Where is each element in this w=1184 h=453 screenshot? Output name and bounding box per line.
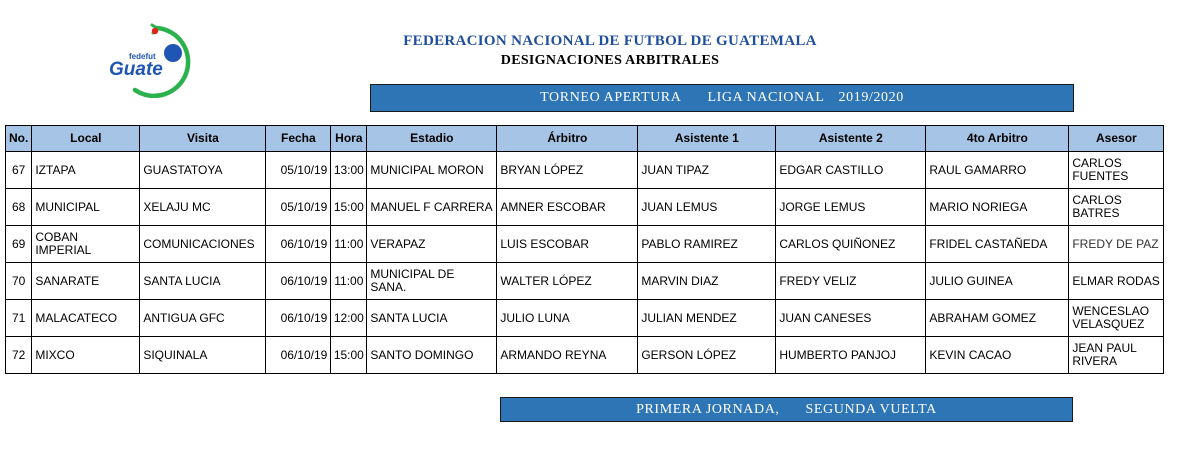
cell-estadio: SANTA LUCIA xyxy=(367,300,497,337)
col-header-no: No. xyxy=(6,126,32,152)
table-row xyxy=(6,152,1164,189)
cell-local: MIXCO xyxy=(32,337,140,374)
col-header-estadio: Estadio xyxy=(367,126,497,152)
cell-asesor: CARLOS BATRES xyxy=(1069,189,1164,226)
cell-asistente1: GERSON LÓPEZ xyxy=(638,337,776,374)
col-header-hora: Hora xyxy=(331,126,367,152)
designations-table xyxy=(5,125,1164,374)
table-row xyxy=(6,226,1164,263)
col-header-asistente1: Asistente 1 xyxy=(638,126,776,152)
cell-fecha: 06/10/19 xyxy=(266,300,331,337)
table-row xyxy=(6,189,1164,226)
cell-asistente1: PABLO RAMIREZ xyxy=(638,226,776,263)
cell-cuarto: MARIO NORIEGA xyxy=(926,189,1069,226)
cell-cuarto: KEVIN CACAO xyxy=(926,337,1069,374)
col-header-cuarto: 4to Arbitro xyxy=(926,126,1069,152)
cell-hora: 15:00 xyxy=(331,337,367,374)
cell-local: MUNICIPAL xyxy=(32,189,140,226)
fedefut-logo xyxy=(105,20,210,98)
page-title: FEDERACION NACIONAL DE FUTBOL DE GUATEMALA xyxy=(403,33,817,49)
cell-asistente1: JUAN LEMUS xyxy=(638,189,776,226)
cell-fecha: 06/10/19 xyxy=(266,263,331,300)
cell-fecha: 06/10/19 xyxy=(266,337,331,374)
cell-asistente2: JORGE LEMUS xyxy=(776,189,926,226)
cell-asesor: FREDY DE PAZ xyxy=(1069,226,1164,263)
cell-local: IZTAPA xyxy=(32,152,140,189)
cell-asistente2: JUAN CANESES xyxy=(776,300,926,337)
cell-asistente1: MARVIN DIAZ xyxy=(638,263,776,300)
cell-arbitro: JULIO LUNA xyxy=(497,300,638,337)
cell-visita: SANTA LUCIA xyxy=(140,263,266,300)
table-header-row xyxy=(6,126,1164,152)
cell-estadio: SANTO DOMINGO xyxy=(367,337,497,374)
cell-cuarto: RAUL GAMARRO xyxy=(926,152,1069,189)
cell-cuarto: JULIO GUINEA xyxy=(926,263,1069,300)
cell-asistente2: EDGAR CASTILLO xyxy=(776,152,926,189)
col-header-arbitro: Árbitro xyxy=(497,126,638,152)
cell-estadio: MUNICIPAL DE SANA. xyxy=(367,263,497,300)
cell-asesor: CARLOS FUENTES xyxy=(1069,152,1164,189)
cell-visita: COMUNICACIONES xyxy=(140,226,266,263)
cell-asistente1: JUAN TIPAZ xyxy=(638,152,776,189)
logo-small-text: fedefut xyxy=(129,52,156,61)
cell-fecha: 05/10/19 xyxy=(266,189,331,226)
season-label: 2019/2020 xyxy=(838,90,904,105)
table-row xyxy=(6,300,1164,337)
cell-asesor: JEAN PAUL RIVERA xyxy=(1069,337,1164,374)
cell-fecha: 05/10/19 xyxy=(266,152,331,189)
cell-arbitro: LUIS ESCOBAR xyxy=(497,226,638,263)
table-row xyxy=(6,337,1164,374)
cell-local: SANARATE xyxy=(32,263,140,300)
table-row xyxy=(6,263,1164,300)
league-name: LIGA NACIONAL xyxy=(707,90,825,105)
cell-hora: 11:00 xyxy=(331,226,367,263)
round-label: PRIMERA JORNADA, xyxy=(636,401,780,417)
cell-arbitro: ARMANDO REYNA xyxy=(497,337,638,374)
col-header-asesor: Asesor xyxy=(1069,126,1164,152)
cell-asesor: ELMAR RODAS xyxy=(1069,263,1164,300)
tournament-name: TORNEO APERTURA xyxy=(540,90,682,105)
cell-hora: 11:00 xyxy=(331,263,367,300)
page-subtitle: DESIGNACIONES ARBITRALES xyxy=(500,53,720,68)
cell-cuarto: FRIDEL CASTAÑEDA xyxy=(926,226,1069,263)
cell-hora: 15:00 xyxy=(331,189,367,226)
cell-asistente2: FREDY VELIZ xyxy=(776,263,926,300)
round-banner xyxy=(500,397,1073,422)
fedefut-logo-graphic xyxy=(105,20,210,98)
logo-text: Guate xyxy=(109,59,163,80)
cell-estadio: MANUEL F CARRERA xyxy=(367,189,497,226)
tournament-banner xyxy=(370,84,1074,112)
col-header-asistente2: Asistente 2 xyxy=(776,126,926,152)
cell-visita: ANTIGUA GFC xyxy=(140,300,266,337)
leg-label: SEGUNDA VUELTA xyxy=(805,401,937,417)
cell-visita: GUASTATOYA xyxy=(140,152,266,189)
cell-hora: 13:00 xyxy=(331,152,367,189)
cell-asistente1: JULIAN MENDEZ xyxy=(638,300,776,337)
cell-arbitro: AMNER ESCOBAR xyxy=(497,189,638,226)
cell-no: 70 xyxy=(6,263,32,300)
cell-fecha: 06/10/19 xyxy=(266,226,331,263)
cell-visita: XELAJU MC xyxy=(140,189,266,226)
cell-no: 72 xyxy=(6,337,32,374)
cell-cuarto: ABRAHAM GOMEZ xyxy=(926,300,1069,337)
cell-arbitro: BRYAN LÓPEZ xyxy=(497,152,638,189)
cell-arbitro: WALTER LÓPEZ xyxy=(497,263,638,300)
cell-asistente2: CARLOS QUIÑONEZ xyxy=(776,226,926,263)
cell-estadio: VERAPAZ xyxy=(367,226,497,263)
cell-asistente2: HUMBERTO PANJOJ xyxy=(776,337,926,374)
cell-no: 71 xyxy=(6,300,32,337)
cell-no: 68 xyxy=(6,189,32,226)
col-header-visita: Visita xyxy=(140,126,266,152)
cell-local: COBAN IMPERIAL xyxy=(32,226,140,263)
cell-asesor: WENCESLAO VELASQUEZ xyxy=(1069,300,1164,337)
cell-local: MALACATECO xyxy=(32,300,140,337)
cell-no: 69 xyxy=(6,226,32,263)
col-header-fecha: Fecha xyxy=(266,126,331,152)
cell-hora: 12:00 xyxy=(331,300,367,337)
cell-visita: SIQUINALA xyxy=(140,337,266,374)
col-header-local: Local xyxy=(32,126,140,152)
cell-estadio: MUNICIPAL MORON xyxy=(367,152,497,189)
cell-no: 67 xyxy=(6,152,32,189)
